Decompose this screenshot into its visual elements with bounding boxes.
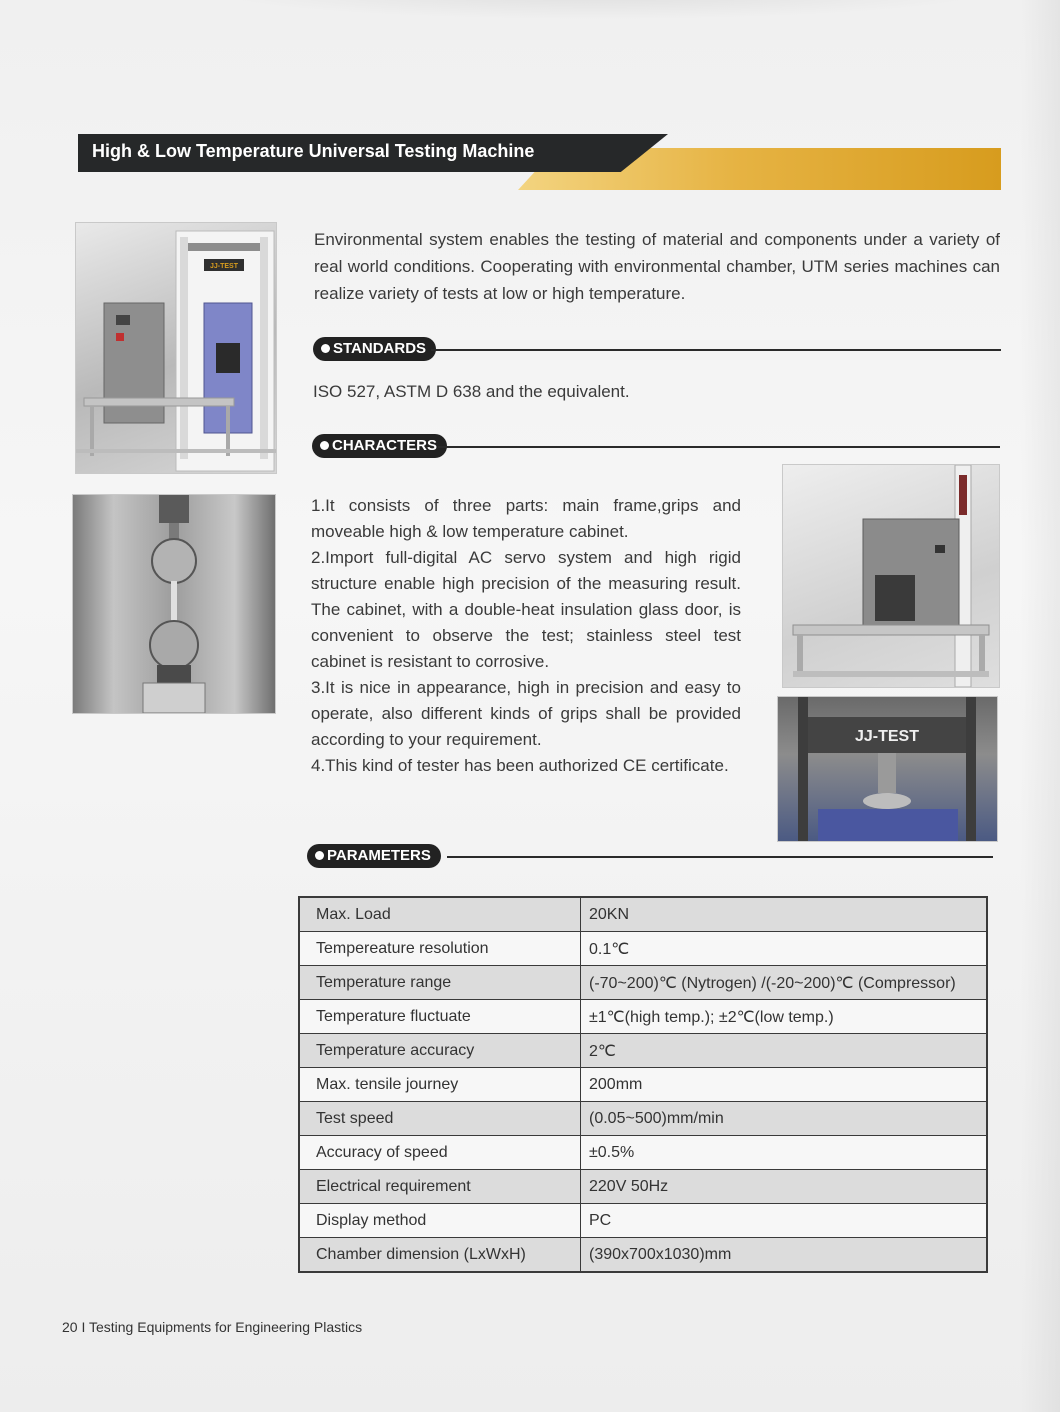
param-key: Temperature accuracy [299, 1034, 581, 1068]
param-value: ±1℃(high temp.); ±2℃(low temp.) [581, 1000, 988, 1034]
chamber-photo-side [782, 464, 1000, 688]
param-key: Chamber dimension (LxWxH) [299, 1238, 581, 1273]
param-value: (0.05~500)mm/min [581, 1102, 988, 1136]
page-footer: 20 I Testing Equipments for Engineering Plastics [62, 1319, 363, 1335]
characters-heading [312, 434, 1000, 460]
intro-paragraph: Environmental system enables the testing of material and components under a variety of real world conditions. Cooperating with environmental chamber, UTM series machines can realize variety of tests at low or high temperature. [314, 230, 1000, 303]
param-value: PC [581, 1204, 988, 1238]
grips-photo [72, 494, 276, 714]
machine-illustration [76, 223, 276, 473]
grips-illustration [73, 495, 275, 713]
param-value: 200mm [581, 1068, 988, 1102]
table-row [299, 1170, 987, 1204]
table-row [299, 1204, 987, 1238]
characters-heading-label: CHARACTERS [332, 437, 437, 454]
param-value: (390x700x1030)mm [581, 1238, 988, 1273]
table-row [299, 1034, 987, 1068]
characters-item: 4.This kind of tester has been authorized CE certificate. [311, 756, 729, 775]
bullet-dot-icon [321, 344, 330, 353]
table-row [299, 966, 987, 1000]
page-shadow [200, 0, 1000, 20]
characters-item: 1.It consists of three parts: main frame,grips and moveable high & low temperature cabinet. [311, 496, 741, 541]
table-row [299, 1238, 987, 1273]
crosshead-illustration [778, 697, 997, 841]
characters-item: 2.Import full-digital AC servo system and high rigid structure enable high precision of the measuring result. The cabinet, with a double-heat insulation glass door, is convenient to observe the test; stainless steel test cabinet is resistant to corrosive. [311, 548, 741, 671]
characters-item: 3.It is nice in appearance, high in precision and easy to operate, also different kinds of grips shall be provided according to your requirement. [311, 678, 741, 749]
table-row [299, 897, 987, 932]
section-divider [431, 349, 1001, 351]
param-key: Tempereature resolution [299, 932, 581, 966]
table-row [299, 1102, 987, 1136]
parameters-table [298, 896, 988, 1273]
standards-heading [313, 337, 1001, 363]
table-row [299, 932, 987, 966]
characters-list [311, 493, 741, 779]
param-key: Display method [299, 1204, 581, 1238]
page-title: High & Low Temperature Universal Testing Machine [92, 141, 535, 161]
param-value: 220V 50Hz [581, 1170, 988, 1204]
param-value: 0.1℃ [581, 932, 988, 966]
bullet-dot-icon [315, 851, 324, 860]
table-row [299, 1136, 987, 1170]
param-key: Max. tensile journey [299, 1068, 581, 1102]
standards-text: ISO 527, ASTM D 638 and the equivalent. [313, 382, 630, 401]
param-value: 2℃ [581, 1034, 988, 1068]
machine-label: JJ-TEST [209, 263, 239, 270]
bullet-dot-icon [320, 441, 329, 450]
crosshead-photo [777, 696, 998, 842]
parameters-heading-label: PARAMETERS [327, 847, 431, 864]
param-key: Max. Load [299, 897, 581, 932]
table-row [299, 1000, 987, 1034]
section-divider [438, 446, 1000, 448]
page-edge-shadow [1020, 0, 1060, 1412]
section-divider [447, 856, 993, 858]
parameters-heading [307, 844, 995, 870]
table-row [299, 1068, 987, 1102]
param-key: Temperature range [299, 966, 581, 1000]
param-key: Electrical requirement [299, 1170, 581, 1204]
param-value: (-70~200)℃ (Nytrogen) /(-20~200)℃ (Compressor) [581, 966, 988, 1000]
param-value: 20KN [581, 897, 988, 932]
chamber-illustration [783, 465, 999, 687]
title-banner [78, 134, 1001, 190]
param-key: Accuracy of speed [299, 1136, 581, 1170]
param-key: Test speed [299, 1102, 581, 1136]
param-value: ±0.5% [581, 1136, 988, 1170]
machine-photo-full [75, 222, 277, 474]
standards-heading-label: STANDARDS [333, 340, 427, 357]
param-key: Temperature fluctuate [299, 1000, 581, 1034]
brand-sign: JJ-TEST [854, 728, 920, 745]
